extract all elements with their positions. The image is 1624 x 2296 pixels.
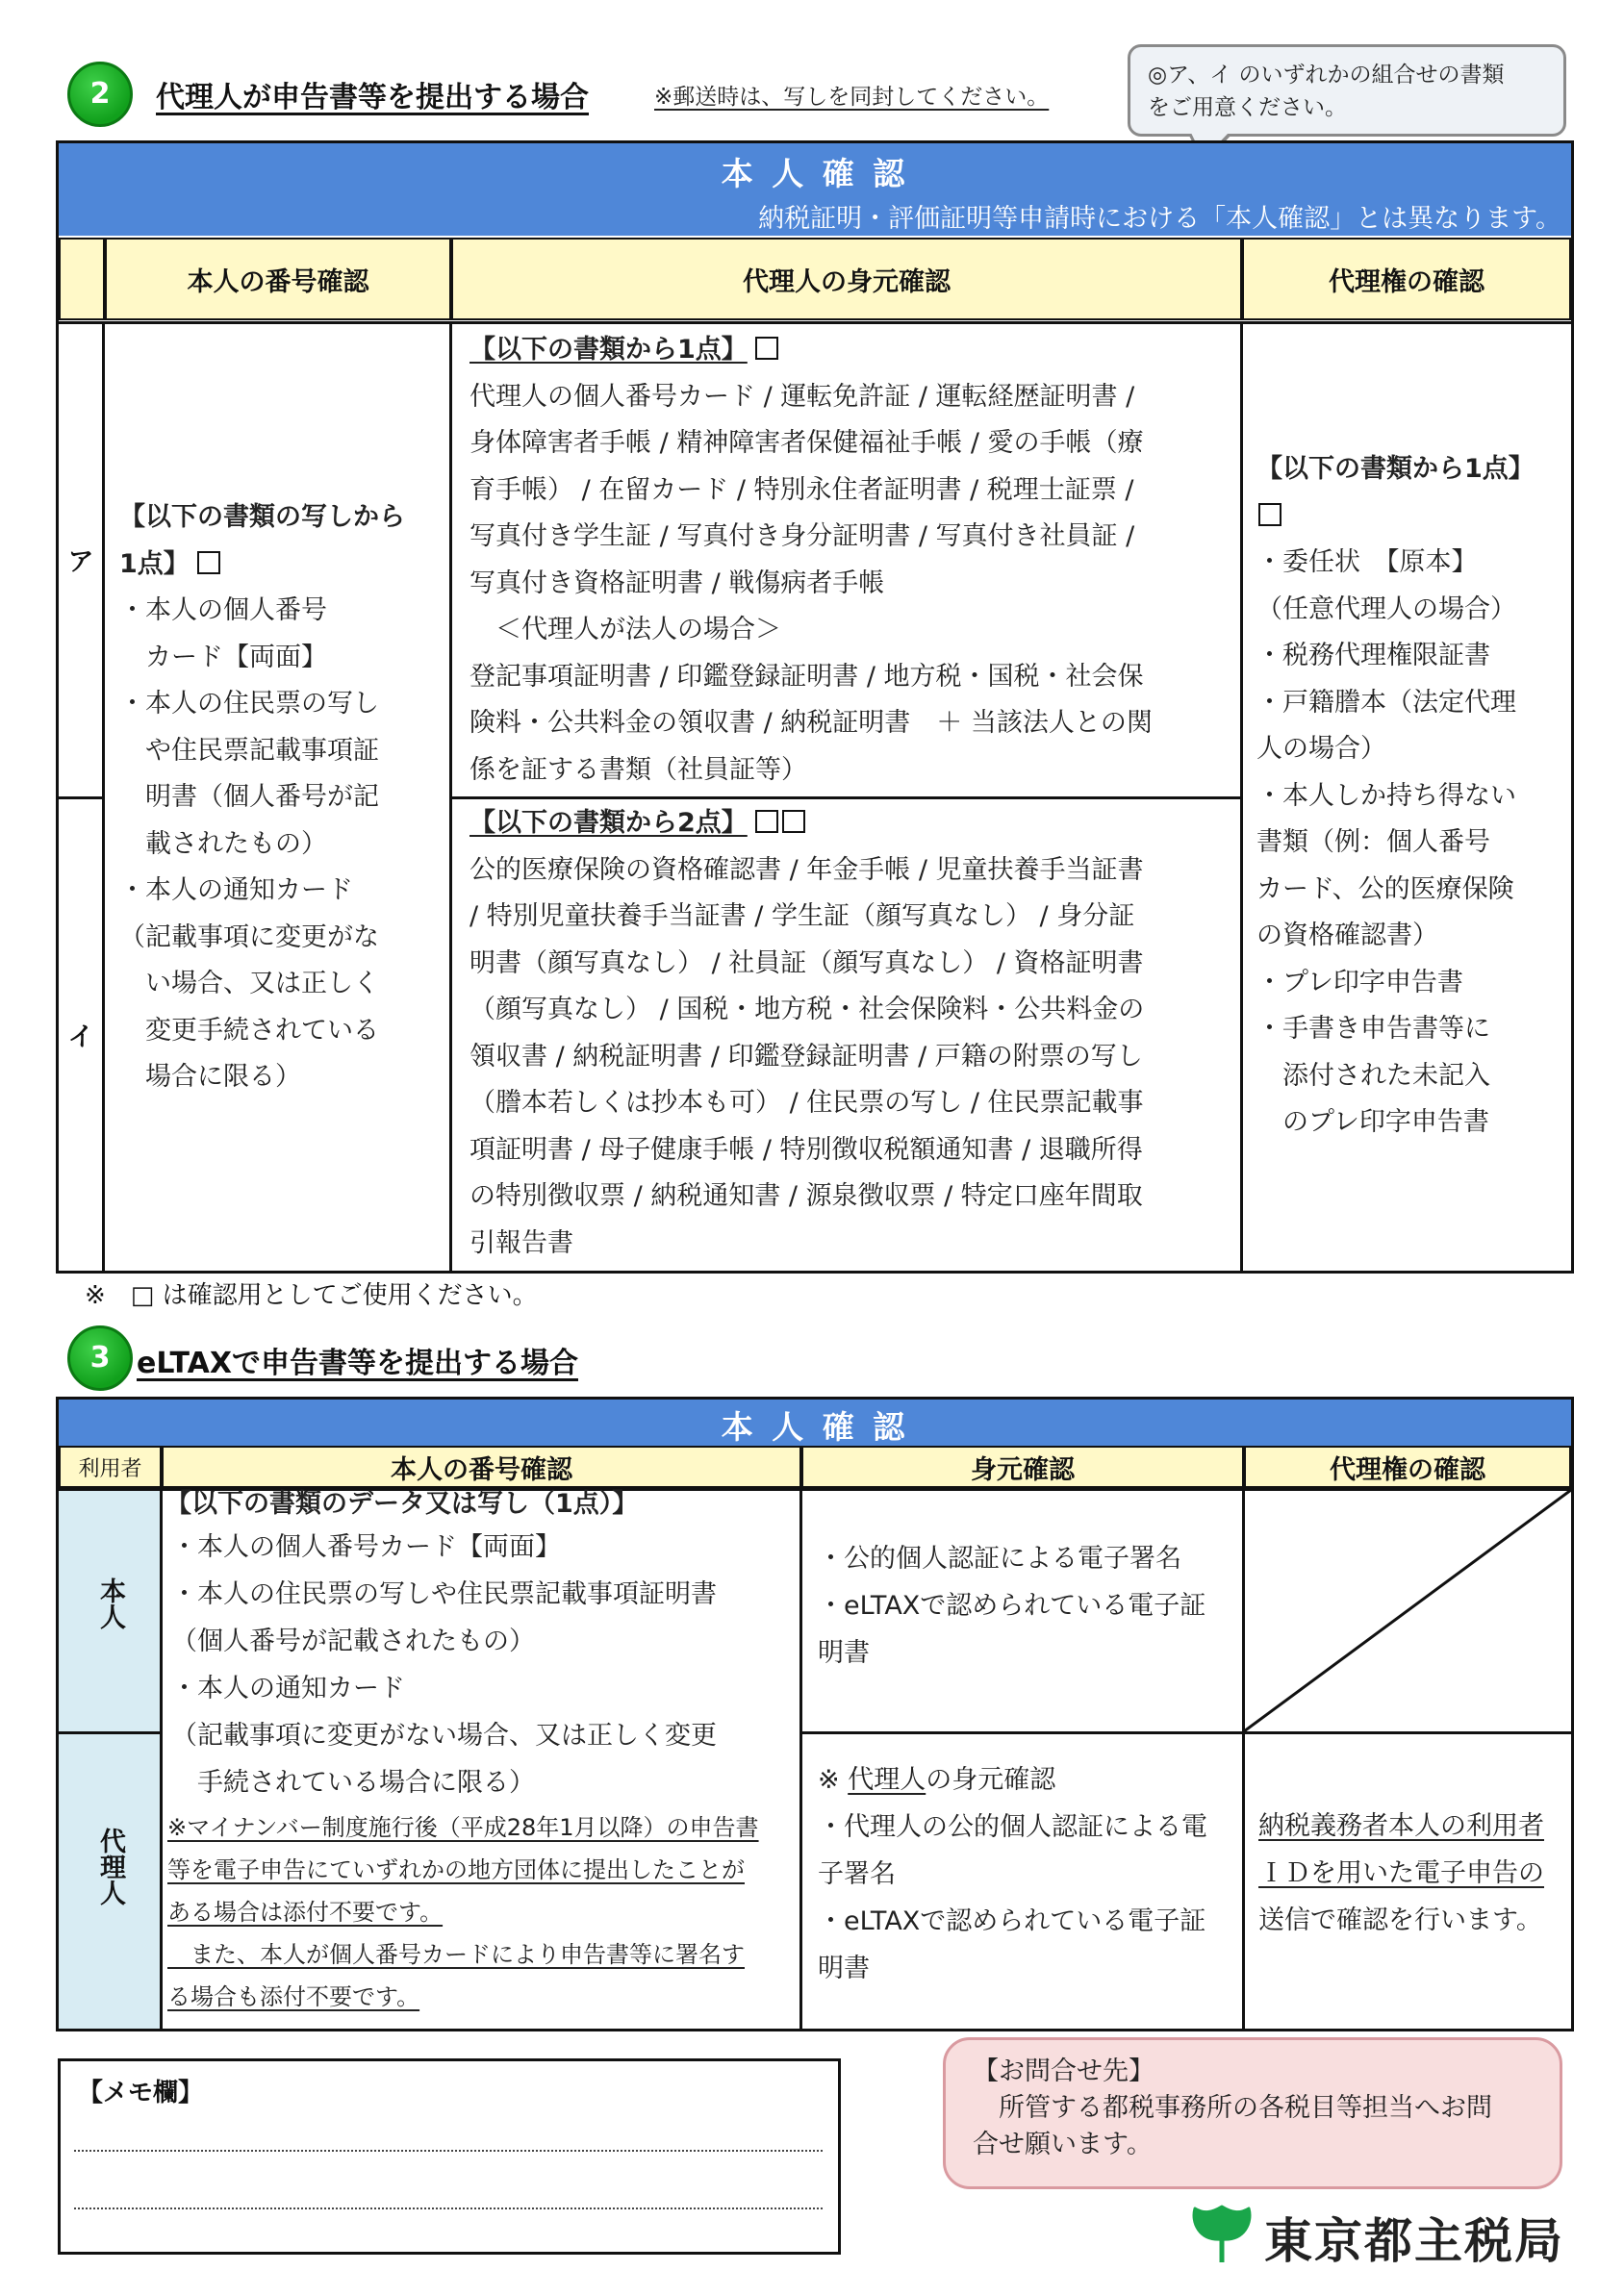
list-item: ・本人の個人番号カード【両面】 — [171, 1532, 561, 1562]
list-item: カード【両面】 — [119, 642, 327, 672]
note-line: る場合も添付不要です。 — [167, 1983, 420, 2010]
note-line: ある場合は添付不要です。 — [167, 1899, 444, 1926]
list-item: 載されたもの） — [119, 828, 327, 859]
divider — [59, 321, 1571, 324]
list-item: ・eLTAXで認められている電子証 — [818, 1591, 1206, 1621]
header-blank — [59, 238, 105, 320]
note-line: また、本人が個人番号カードにより申告書等に署名す — [167, 1941, 745, 1968]
divider — [59, 796, 105, 799]
list-heading: 【以下の書類のデータ又は写し（1点）】 — [165, 1489, 639, 1519]
banner-title: 本 人 確 認 — [721, 1408, 909, 1446]
list-item: 明書 — [818, 1954, 870, 1983]
memo-box[interactable] — [58, 2058, 841, 2255]
row-label-agent: 代理人 — [95, 1828, 125, 1905]
list-item: 明書（顔写真なし） / 社員証（顔写真なし） / 資格証明書 — [469, 947, 1144, 978]
list-item: 引報告書 — [469, 1227, 573, 1258]
list-heading — [818, 1756, 1237, 1804]
divider — [160, 1488, 163, 2029]
list-item: のプレ印字申告書 — [1256, 1107, 1489, 1137]
list-item: 公的医療保険の資格確認書 / 年金手帳 / 児童扶養手当証書 — [469, 854, 1144, 885]
list-item: 係を証する書類（社員証等） — [469, 754, 807, 785]
list-item: 代理人の個人番号カード / 運転免許証 / 運転経歴証明書 / — [469, 381, 1135, 412]
banner-title: 本 人 確 認 — [721, 155, 909, 192]
column-header: 代理権の確認 — [1244, 1446, 1571, 1488]
list-item: ・本人の住民票の写し — [119, 689, 379, 719]
section-title: 代理人が申告書等を提出する場合 — [156, 81, 589, 114]
list-item — [119, 542, 446, 589]
list-item: 子署名 — [818, 1859, 896, 1889]
list-item: 身体障害者手帳 / 精神障害者保健福祉手帳 / 愛の手帳（療 — [469, 428, 1144, 458]
list-item — [1256, 493, 1570, 541]
column-header: 代理人の身元確認 — [451, 238, 1242, 320]
column-header: 利用者 — [59, 1446, 162, 1488]
note-line: ※マイナンバー制度施行後（平成28年1月以降）の申告書 — [167, 1814, 759, 1841]
table-banner — [59, 1400, 1571, 1446]
list-item: ・本人しか持ち得ない — [1256, 780, 1516, 811]
org-logo — [1189, 2197, 1574, 2274]
column-header: 代理権の確認 — [1242, 238, 1571, 320]
list-item: ・プレ印字申告書 — [1256, 967, 1463, 997]
list-heading-text: 【以下の書類から2点】 — [469, 808, 748, 838]
section-number-badge: 2 — [67, 62, 133, 127]
list-item: 領収書 / 納税証明書 / 印鑑登録証明書 / 戸籍の附票の写し — [469, 1041, 1143, 1072]
column-header: 本人の番号確認 — [105, 238, 451, 320]
list-item: ・本人の通知カード — [119, 875, 353, 905]
list-heading-rest: の身元確認 — [926, 1765, 1056, 1795]
inquiry-box — [943, 2037, 1562, 2189]
note-line: 等を電子申告にていずれかの地方団体に提出したことが — [167, 1856, 745, 1883]
list-heading: 【以下の書類から1点】 — [1256, 454, 1535, 484]
table-banner — [59, 143, 1571, 236]
checkbox[interactable] — [755, 337, 778, 360]
row-label-self: 本人 — [95, 1577, 125, 1629]
list-item: ・本人の通知カード — [171, 1674, 405, 1703]
text-line-underlined: ＩＤを用いた電子申告の — [1258, 1858, 1544, 1888]
section-number-badge: 3 — [67, 1325, 133, 1391]
memo-title: 【メモ欄】 — [78, 2079, 204, 2107]
inquiry-line: 合せ願います。 — [973, 2130, 1153, 2159]
list-item: （記載事項に変更がな — [119, 921, 379, 952]
divider — [449, 796, 1243, 799]
list-item: や住民票記載事項証 — [119, 735, 379, 766]
list-item: 写真付き学生証 / 写真付き身分証明書 / 写真付き社員証 / — [469, 521, 1135, 551]
authority-list — [1256, 446, 1570, 1147]
list-item: ・eLTAXで認められている電子証 — [818, 1906, 1206, 1936]
text-line — [1258, 1850, 1568, 1897]
list-item: 登記事項証明書 / 印鑑登録証明書 / 地方税・国税・社会保 — [469, 661, 1144, 692]
list-item: 明書（個人番号が記 — [119, 782, 379, 812]
identity-list-a — [469, 327, 1237, 794]
identity-list-i — [469, 800, 1237, 1267]
list-item: （記載事項に変更がない場合、又は正しく変更 — [171, 1721, 717, 1751]
ginkgo-leaf-icon — [1189, 2201, 1255, 2266]
not-applicable-diagonal — [1244, 1490, 1571, 1731]
list-item: （個人番号が記載されたもの） — [171, 1627, 535, 1656]
list-item: / 特別児童扶養手当証書 / 学生証（顔写真なし） / 身分証 — [469, 901, 1135, 931]
list-item: の資格確認書） — [1256, 921, 1438, 950]
mail-note: ※郵送時は、写しを同封してください。 — [654, 85, 1050, 110]
list-item: 育手帳） / 在留カード / 特別永住者証明書 / 税理士証票 / — [469, 474, 1134, 505]
list-item: ・委任状 【原本】 — [1256, 547, 1478, 577]
list-item: 険料・公共料金の領収書 / 納税証明書 ＋ 当該法人との関 — [469, 708, 1153, 738]
list-heading-underlined: 代理人 — [848, 1765, 926, 1795]
list-item: ・本人の個人番号 — [119, 595, 327, 625]
list-item: （顔写真なし） / 国税・地方税・社会保険料・公共料金の — [469, 995, 1145, 1024]
note-block — [165, 1806, 797, 2018]
footnote: ※ □ は確認用としてご使用ください。 — [85, 1281, 538, 1310]
list-item: 写真付き資格証明書 / 戦傷病者手帳 — [469, 568, 885, 598]
column-header: 本人の番号確認 — [162, 1446, 801, 1488]
list-item: 場合に限る） — [119, 1062, 301, 1092]
list-heading-prefix: ※ — [818, 1765, 849, 1795]
list-item: 添付された未記入 — [1256, 1060, 1490, 1091]
list-item: ・公的個人認証による電子署名 — [818, 1544, 1181, 1574]
checkbox[interactable] — [782, 810, 805, 833]
list-item-text: 1点】 — [119, 548, 190, 579]
list-item: ・代理人の公的個人認証による電 — [818, 1812, 1207, 1842]
agent-identity-list — [818, 1756, 1237, 1992]
list-heading — [469, 800, 1237, 847]
list-item: い場合、又は正しく — [119, 969, 379, 998]
list-item: 変更手続されている — [119, 1015, 379, 1046]
list-item: ・戸籍謄本（法定代理 — [1256, 687, 1516, 718]
checkbox[interactable] — [1258, 503, 1281, 526]
section-title: eLTAXで申告書等を提出する場合 — [137, 1347, 578, 1380]
number-check-list — [119, 494, 446, 1101]
list-item: 【以下の書類の写しから — [119, 502, 405, 532]
agent-authority-text — [1258, 1803, 1568, 1944]
callout-line: ◎ア、イ のいずれかの組合せの書類 — [1148, 63, 1505, 88]
callout-line: をご用意ください。 — [1148, 95, 1347, 120]
self-identity-list — [818, 1535, 1237, 1677]
eltax-number-check — [165, 1485, 797, 2018]
inquiry-title: 【お問合せ先】 — [973, 2056, 1155, 2086]
banner-subtitle: 納税証明・評価証明等申請時における「本人確認」とは異なります。 — [758, 204, 1561, 234]
list-item: ＜代理人が法人の場合＞ — [469, 615, 781, 644]
callout-note — [1128, 44, 1566, 137]
divider — [799, 1731, 1571, 1734]
list-item: 書類（例：個人番号 — [1256, 827, 1490, 857]
divider — [59, 1731, 163, 1734]
checkbox[interactable] — [197, 551, 220, 574]
list-item: （任意代理人の場合） — [1256, 593, 1516, 624]
list-item: カード、公的医療保険 — [1256, 873, 1514, 904]
row-label-i: イ — [67, 1022, 94, 1052]
row-label-a: ア — [67, 547, 94, 577]
list-item: の特別徴収票 / 納税通知書 / 源泉徴収票 / 特定口座年間取 — [469, 1181, 1143, 1211]
list-item: 手続されている場合に限る） — [171, 1768, 535, 1798]
list-item: 人の場合） — [1256, 734, 1386, 764]
text-line: 送信で確認を行います。 — [1258, 1905, 1542, 1935]
org-name: 東京都主税局 — [1264, 2213, 1564, 2269]
list-heading — [469, 327, 1237, 374]
list-item: 明書 — [818, 1638, 870, 1668]
memo-line — [74, 2150, 823, 2152]
column-header: 身元確認 — [801, 1446, 1244, 1488]
list-item: ・税務代理権限証書 — [1256, 641, 1490, 670]
user-column — [59, 1488, 162, 2029]
divider — [799, 1488, 802, 2029]
list-heading-text: 【以下の書類から1点】 — [469, 335, 748, 365]
memo-line — [74, 2208, 823, 2209]
list-item: ・本人の住民票の写しや住民票記載事項証明書 — [171, 1579, 717, 1609]
list-item: （謄本若しくは抄本も可） / 住民票の写し / 住民票記載事 — [469, 1088, 1144, 1118]
text-line: 納税義務者本人の利用者 — [1258, 1811, 1544, 1841]
list-item: 項証明書 / 母子健康手帳 / 特別徴収税額通知書 / 退職所得 — [469, 1134, 1143, 1165]
inquiry-line: 所管する都税事務所の各税目等担当へお問 — [973, 2093, 1492, 2123]
list-item: ・手書き申告書等に — [1256, 1014, 1490, 1044]
checkbox[interactable] — [755, 810, 778, 833]
